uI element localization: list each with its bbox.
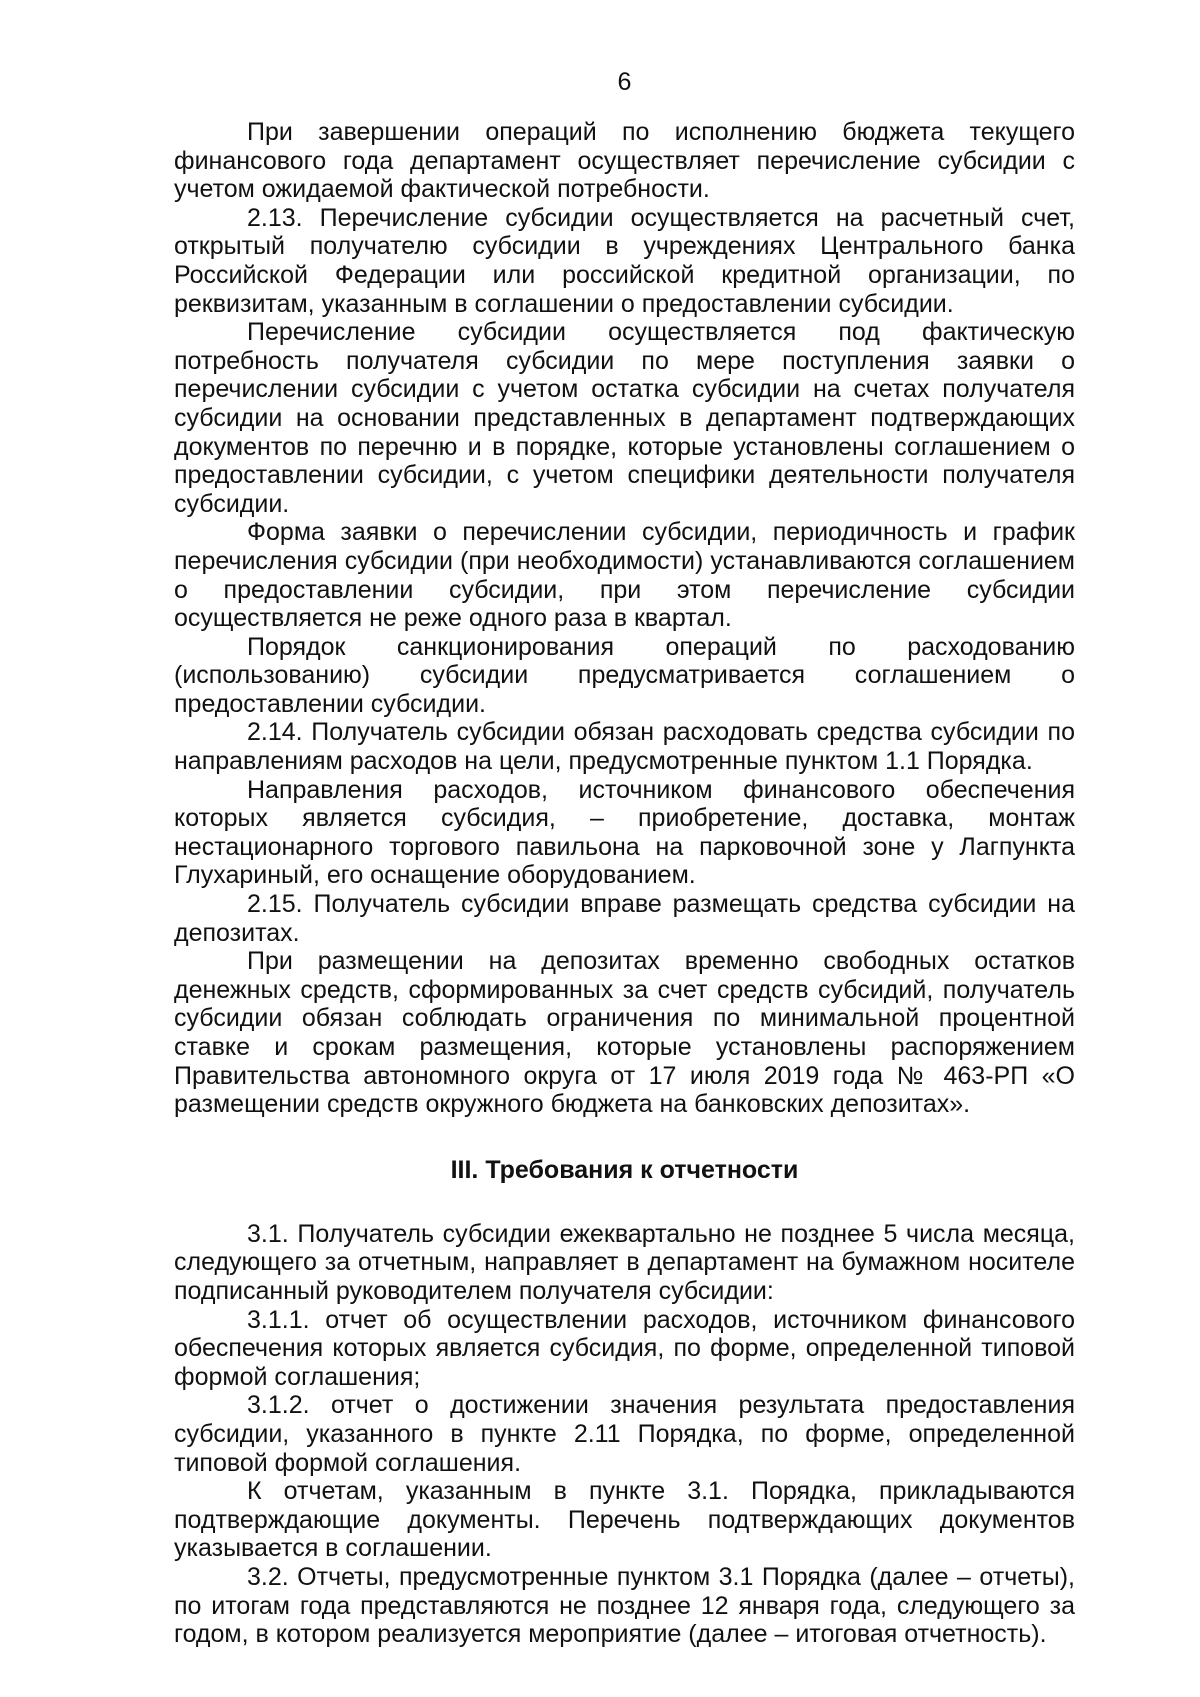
paragraph-3-1: 3.1. Получатель субсидии ежеквартально не позднее 5 числа месяца, следующего за отчетным, направляет в департамент на бумажном носителе подписанный руководителем получателя субсидии: <box>174 1219 1075 1305</box>
paragraph-3-1-1: 3.1.1. отчет об осуществлении расходов, источником финансового обеспечения которых является субсидия, по форме, определенной типовой формой соглашения; <box>174 1305 1075 1391</box>
section-heading: III. Требования к отчетности <box>450 1155 799 1184</box>
paragraph-2-15: 2.15. Получатель субсидии вправе размещать средства субсидии на депозитах. <box>174 890 1075 947</box>
paragraph-3-1-2: 3.1.2. отчет о достижении значения результата предоставления субсидии, указанного в пункте 2.11 Порядка, по форме, определенной типовой формой соглашения. <box>174 1391 1075 1477</box>
paragraph: Направления расходов, источником финансового обеспечения которых является субсидия, – приобретение, доставка, монтаж нестационарного торгового павильона на парковочной зоне у Лагпункта Глухариный, его оснащение оборудованием. <box>174 775 1075 890</box>
page-number: 6 <box>617 68 632 96</box>
paragraph: При размещении на депозитах временно свободных остатков денежных средств, сформированных за счет средств субсидий, получатель субсидии обязан соблюдать ограничения по минимальной процентной ставке и срокам размещения, которые установлены распоряжением Правительства автономного округа от 17 июля 2019 года № 463-РП «О размещении средств окружного бюджета на банковских депозитах». <box>174 947 1075 1119</box>
paragraph: При завершении операций по исполнению бюджета текущего финансового года департамент осуществляет перечисление субсидии с учетом ожидаемой фактической потребности. <box>174 118 1075 204</box>
paragraph: К отчетам, указанным в пункте 3.1. Порядка, прикладываются подтверждающие документы. Перечень подтверждающих документов указывается в соглашении. <box>174 1477 1075 1563</box>
paragraph: Перечисление субсидии осуществляется под фактическую потребность получателя субсидии по мере поступления заявки о перечислении субсидии с учетом остатка субсидии на счетах получателя субсидии на основании представленных в департамент подтверждающих документов по перечню и в порядке, которые установлены соглашением о предоставлении субсидии, с учетом специфики деятельности получателя субсидии. <box>174 318 1075 518</box>
paragraph-3-2: 3.2. Отчеты, предусмотренные пунктом 3.1 Порядка (далее – отчеты), по итогам года представляются не позднее 12 января года, следующего за годом, в котором реализуется мероприятие (далее – итоговая отчетность). <box>174 1562 1075 1649</box>
paragraph: Форма заявки о перечислении субсидии, периодичность и график перечисления субсидии (при необходимости) устанавливаются соглашением о предоставлении субсидии, при этом перечисление субсидии осуществляется не реже одного раза в квартал. <box>174 518 1075 633</box>
paragraph: Порядок санкционирования операций по расходованию (использованию) субсидии предусматривается соглашением о предоставлении субсидии. <box>174 632 1075 718</box>
paragraph-2-14: 2.14. Получатель субсидии обязан расходовать средства субсидии по направлениям расходов на цели, предусмотренные пунктом 1.1 Порядка. <box>174 718 1075 776</box>
paragraph-2-13: 2.13. Перечисление субсидии осуществляется на расчетный счет, открытый получателю субсидии в учреждениях Центрального банка Российской Федерации или российской кредитной организации, по реквизитам, указанным в соглашении о предоставлении субсидии. <box>174 203 1075 318</box>
